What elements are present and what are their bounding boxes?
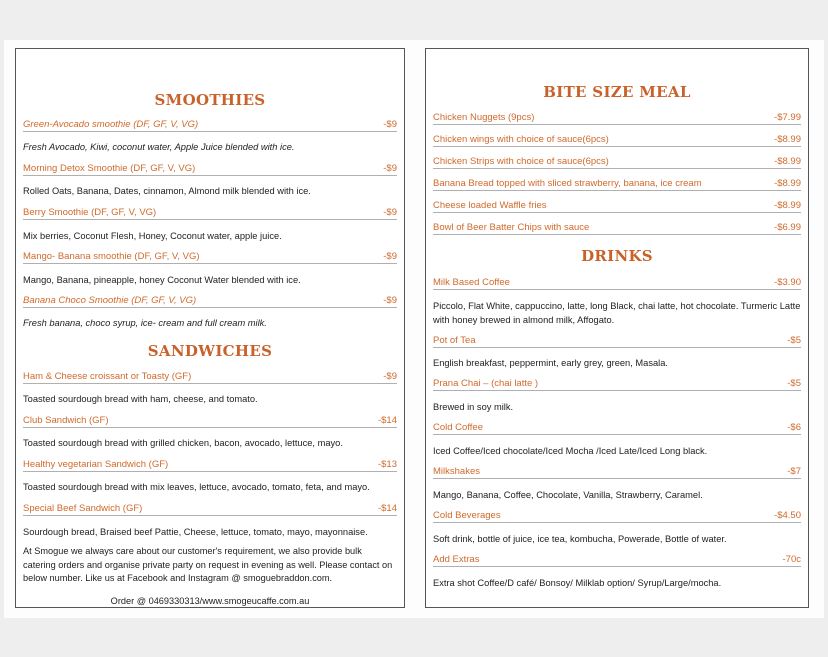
item-name: Bowl of Beer Batter Chips with sauce — [433, 222, 590, 233]
catering-note: At Smogue we always care about our customer's requirement, we also provide bulk catering orders and organise private party on request in evening as well. Please contact on below number. Like us at Facebook and Instagram @ smoguebraddon.com. — [23, 546, 393, 583]
menu-item-mango-banana — [23, 251, 397, 264]
item-price: -$9 — [383, 119, 397, 130]
item-price: -$9 — [383, 295, 397, 306]
item-price: -70c — [782, 554, 801, 565]
menu-item-ham-cheese — [23, 371, 397, 384]
menu-item-banana-choco — [23, 295, 397, 308]
item-price: -$6 — [787, 422, 801, 433]
item-description: Rolled Oats, Banana, Dates, cinnamon, Almond milk blended with ice. — [23, 186, 311, 196]
menu-item-chicken-nuggets — [433, 112, 801, 125]
item-description: Brewed in soy milk. — [433, 402, 514, 412]
menu-item-beer-batter-chips — [433, 222, 801, 235]
item-description: Iced Coffee/Iced chocolate/Iced Mocha /Iced Late/Iced Long black. — [433, 446, 708, 456]
item-description: Toasted sourdough bread with mix leaves, lettuce, avocado, tomato, feta, and mayo. — [23, 482, 370, 492]
menu-item-banana-bread — [433, 178, 801, 191]
menu-item-morning-detox — [23, 163, 397, 176]
bite-size-heading: BITE SIZE MEAL — [543, 83, 691, 101]
item-name: Ham & Cheese croissant or Toasty (GF) — [23, 371, 192, 382]
menu-item-chicken-strips — [433, 156, 801, 169]
item-name: Chicken Strips with choice of sauce(6pcs) — [433, 156, 609, 167]
item-name: Chicken Nuggets (9pcs) — [433, 112, 535, 123]
item-price: -$9 — [383, 163, 397, 174]
menu-panel-right — [425, 48, 809, 608]
item-name: Morning Detox Smoothie (DF, GF, V, VG) — [23, 163, 196, 174]
drinks-heading: DRINKS — [581, 247, 653, 265]
menu-item-add-extras — [433, 554, 801, 567]
item-name: Berry Smoothie (DF, GF, V, VG) — [23, 207, 157, 218]
item-name: Prana Chai – (chai latte ) — [433, 378, 539, 389]
item-price: -$9 — [383, 371, 397, 382]
item-description: Fresh banana, choco syrup, ice- cream and full cream milk. — [23, 318, 267, 328]
item-price: -$5 — [787, 378, 801, 389]
item-price: -$9 — [383, 251, 397, 262]
item-description: Toasted sourdough bread with ham, cheese, and tomato. — [23, 394, 258, 404]
sandwiches-heading: SANDWICHES — [147, 342, 273, 360]
menu-item-beef-sandwich — [23, 503, 397, 516]
item-description: Soft drink, bottle of juice, ice tea, kombucha, Powerade, Bottle of water. — [433, 534, 727, 544]
item-name: Milkshakes — [433, 466, 480, 477]
menu-item-club-sandwich — [23, 415, 397, 428]
item-price: -$3.90 — [774, 277, 801, 288]
item-name: Cold Coffee — [433, 422, 483, 433]
order-contact: Order @ 0469330313/www.smogeucaffe.com.au — [110, 596, 310, 606]
menu-item-pot-of-tea — [433, 335, 801, 348]
item-description: Mango, Banana, Coffee, Chocolate, Vanilla, Strawberry, Caramel. — [433, 490, 703, 500]
item-name: Cheese loaded Waffle fries — [433, 200, 547, 211]
menu-item-vegetarian-sandwich — [23, 459, 397, 472]
item-price: -$8.99 — [774, 156, 801, 167]
item-description: English breakfast, peppermint, early grey, green, Masala. — [433, 358, 668, 368]
smoothies-heading: SMOOTHIES — [154, 91, 266, 109]
item-price: -$6.99 — [774, 222, 801, 233]
item-price: -$13 — [377, 459, 397, 470]
item-name: Chicken wings with choice of sauce(6pcs) — [433, 134, 609, 145]
item-price: -$8.99 — [774, 178, 801, 189]
menu-item-milk-coffee — [433, 277, 801, 290]
item-description: Mix berries, Coconut Flesh, Honey, Coconut water, apple juice. — [23, 231, 282, 241]
menu-panel-left — [15, 48, 405, 608]
item-name: Banana Choco Smoothie (DF, GF, V, VG) — [23, 295, 197, 306]
item-name: Milk Based Coffee — [433, 277, 510, 288]
item-name: Healthy vegetarian Sandwich (GF) — [23, 459, 169, 470]
item-name: Pot of Tea — [433, 335, 476, 346]
item-price: -$14 — [377, 415, 397, 426]
item-description: Fresh Avocado, Kiwi, coconut water, Apple Juice blended with ice. — [23, 142, 295, 152]
item-price: -$9 — [383, 207, 397, 218]
item-name: Mango- Banana smoothie (DF, GF, V, VG) — [23, 251, 200, 262]
item-price: -$7 — [787, 466, 801, 477]
menu-item-milkshakes — [433, 466, 801, 479]
item-price: -$4.50 — [774, 510, 801, 521]
menu-item-cold-coffee — [433, 422, 801, 435]
menu-item-waffle-fries — [433, 200, 801, 213]
item-description: Extra shot Coffee/D café/ Bonsoy/ Milklab option/ Syrup/Large/mocha. — [433, 578, 722, 588]
item-price: -$7.99 — [774, 112, 801, 123]
item-description: Sourdough bread, Braised beef Pattie, Cheese, lettuce, tomato, mayo, mayonnaise. — [23, 527, 368, 537]
item-description: Toasted sourdough bread with grilled chicken, bacon, avocado, lettuce, mayo. — [23, 438, 343, 448]
item-name: Club Sandwich (GF) — [23, 415, 109, 426]
item-price: -$8.99 — [774, 200, 801, 211]
menu-item-prana-chai — [433, 378, 801, 391]
item-description: Piccolo, Flat White, cappuccino, latte, long Black, chai latte, hot chocolate. Turmeric Latte with honey brewed in almond milk, Affogato. — [433, 301, 801, 325]
item-name: Green-Avocado smoothie (DF, GF, V, VG) — [23, 119, 199, 130]
item-price: -$14 — [377, 503, 397, 514]
item-price: -$8.99 — [774, 134, 801, 145]
item-name: Special Beef Sandwich (GF) — [23, 503, 143, 514]
menu-item-berry — [23, 207, 397, 220]
item-price: -$5 — [787, 335, 801, 346]
item-description: Mango, Banana, pineapple, honey Coconut Water blended with ice. — [23, 275, 301, 285]
item-name: Banana Bread topped with sliced strawberry, banana, ice cream — [433, 178, 702, 189]
item-name: Cold Beverages — [433, 510, 501, 521]
menu-item-chicken-wings — [433, 134, 801, 147]
item-name: Add Extras — [433, 554, 480, 565]
menu-sheet — [4, 40, 824, 618]
menu-item-green-avocado — [23, 119, 397, 132]
menu-item-cold-beverages — [433, 510, 801, 523]
